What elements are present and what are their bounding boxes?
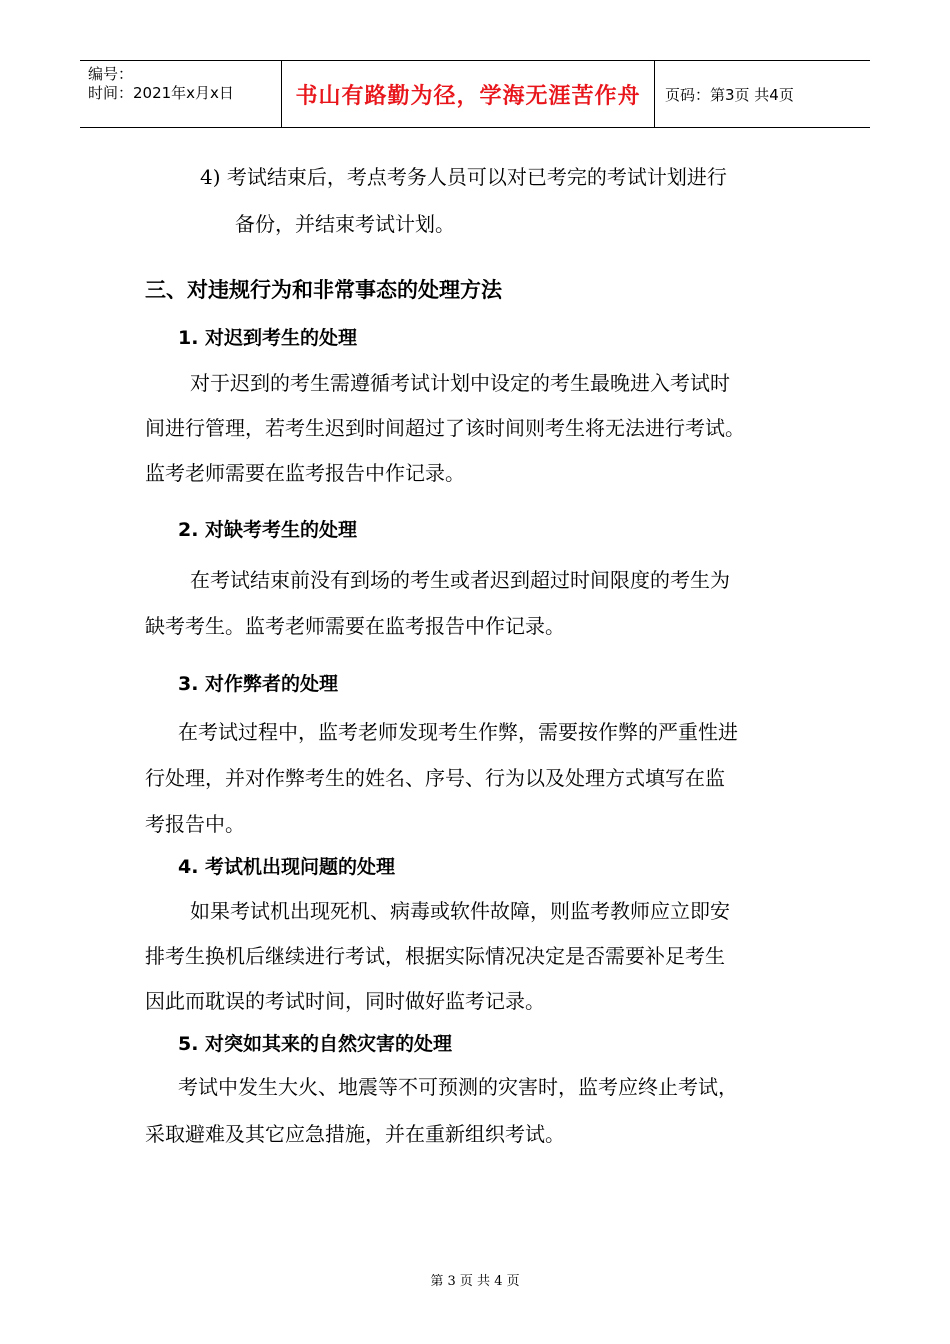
subsection1-title: 1. 对迟到考生的处理 <box>178 327 358 349</box>
header-motto: 书山有路勤为径，学海无涯苦作舟 <box>282 61 655 127</box>
header-page-code: 页码：第3页 共4页 <box>665 85 794 104</box>
s1-paragraph-line1: 对于迟到的考生需遵循考试计划中设定的考生最晚进入考试时 <box>190 371 730 395</box>
header-meta <box>80 61 282 127</box>
s3-paragraph-line1: 在考试过程中，监考老师发现考生作弊，需要按作弊的严重性进 <box>178 720 738 744</box>
s3-paragraph-line2: 行处理，并对作弊考生的姓名、序号、行为以及处理方式填写在监 <box>145 766 725 790</box>
page-footer: 第 3 页 共 4 页 <box>430 1274 520 1289</box>
subsection5-title: 5. 对突如其来的自然灾害的处理 <box>178 1033 453 1055</box>
s2-paragraph-line1: 在考试结束前没有到场的考生或者迟到超过时间限度的考生为 <box>190 568 730 592</box>
s5-paragraph-line2: 采取避难及其它应急措施，并在重新组织考试。 <box>145 1122 565 1146</box>
s5-paragraph-line1: 考试中发生大火、地震等不可预测的灾害时，监考应终止考试， <box>178 1075 738 1099</box>
document-time-label: 时间：2021年x月x日 <box>88 84 234 102</box>
s4-paragraph-line1: 如果考试机出现死机、病毒或软件故障，则监考教师应立即安 <box>190 899 730 923</box>
subsection3-title: 3. 对作弊者的处理 <box>178 673 339 695</box>
subsection4-title: 4. 考试机出现问题的处理 <box>178 856 396 878</box>
document-number-label: 编号： <box>88 65 134 83</box>
item4-line1: 4) 考试结束后，考点考务人员可以对已考完的考试计划进行 <box>200 165 727 189</box>
section3-title: 三、对违规行为和非常事态的处理方法 <box>145 278 502 302</box>
s3-paragraph-line3: 考报告中。 <box>145 812 245 836</box>
s2-paragraph-line2: 缺考考生。监考老师需要在监考报告中作记录。 <box>145 614 565 638</box>
s1-paragraph-line2: 间进行管理，若考生迟到时间超过了该时间则考生将无法进行考试。 <box>145 416 745 440</box>
s4-paragraph-line3: 因此而耽误的考试时间，同时做好监考记录。 <box>145 989 545 1013</box>
s1-paragraph-line3: 监考老师需要在监考报告中作记录。 <box>145 461 465 485</box>
subsection2-title: 2. 对缺考考生的处理 <box>178 519 358 541</box>
s4-paragraph-line2: 排考生换机后继续进行考试，根据实际情况决定是否需要补足考生 <box>145 944 725 968</box>
page-header <box>80 60 870 128</box>
item4-line2: 备份，并结束考试计划。 <box>235 212 455 236</box>
